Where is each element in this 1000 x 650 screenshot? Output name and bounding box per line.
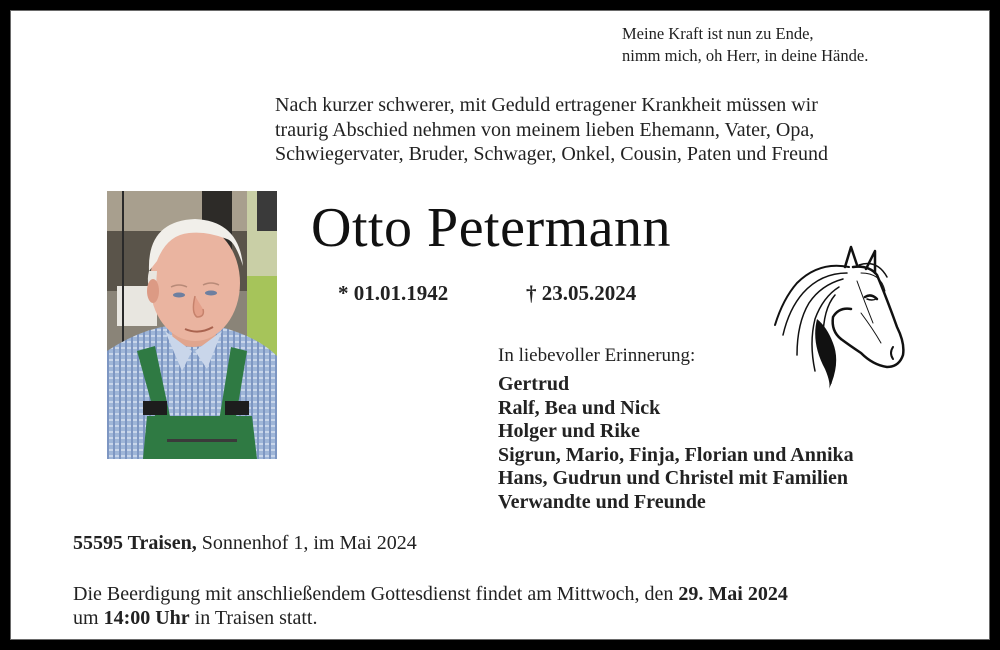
intro-line: Schwiegervater, Bruder, Schwager, Onkel, Cousin, Paten und Freund — [275, 143, 829, 165]
intro-line: Nach kurzer schwerer, mit Geduld ertragener Krankheit müssen wir — [275, 94, 818, 116]
portrait-image — [107, 191, 277, 459]
death-date: † 23.05.2024 — [526, 281, 637, 305]
funeral-text: Die Beerdigung mit anschließendem Gottesdienst findet am Mittwoch, den — [73, 583, 679, 605]
funeral-time: 14:00 Uhr — [103, 607, 190, 629]
mourner-entry: Holger und Rike — [498, 420, 640, 443]
funeral-text: in Traisen statt. — [189, 607, 318, 629]
mourner-entry: Sigrun, Mario, Finja, Florian und Annika — [498, 443, 854, 466]
horse-head-icon — [769, 243, 909, 393]
portrait-photo — [107, 191, 277, 459]
memory-label: In liebevoller Erinnerung: — [498, 345, 696, 366]
mourner-entry: Ralf, Bea und Nick — [498, 396, 661, 419]
obituary-notice — [10, 10, 990, 640]
intro-paragraph — [275, 93, 935, 167]
funeral-line-1 — [73, 582, 788, 606]
address-line — [73, 530, 417, 556]
verse-line: nimm mich, oh Herr, in deine Hände. — [622, 46, 869, 65]
verse-quote — [622, 23, 868, 67]
deceased-name: Otto Petermann — [311, 197, 672, 259]
birth-date: * 01.01.1942 — [338, 281, 449, 305]
funeral-info — [73, 582, 788, 630]
mourner-entry: Verwandte und Freunde — [498, 490, 706, 513]
mourners-list — [498, 373, 854, 515]
funeral-line-2 — [73, 606, 788, 630]
address-rest: Sonnenhof 1, im Mai 2024 — [196, 532, 417, 554]
funeral-date: 29. Mai 2024 — [678, 583, 788, 605]
verse-line: Meine Kraft ist nun zu Ende, — [622, 24, 814, 43]
mourner-entry: Gertrud — [498, 373, 570, 395]
mourner-entry: Hans, Gudrun und Christel mit Familien — [498, 467, 849, 490]
funeral-text: um — [73, 607, 104, 629]
address-place: 55595 Traisen, — [73, 532, 197, 554]
intro-line: traurig Abschied nehmen von meinem lieben Ehemann, Vater, Opa, — [275, 118, 815, 141]
